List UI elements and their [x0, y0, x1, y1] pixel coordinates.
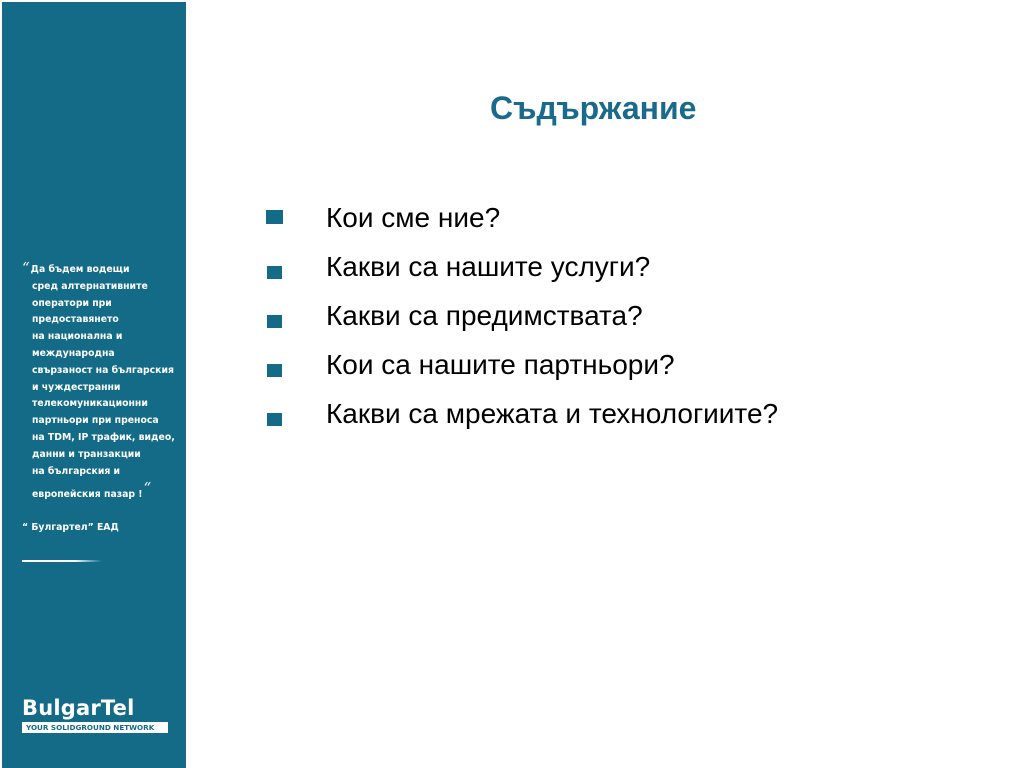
slide-title: Съдържание — [490, 90, 697, 126]
mission-quote — [22, 260, 186, 504]
list-item-text: Кои сме ние? — [326, 202, 501, 233]
list-item-text: Какви са нашите услуги? — [326, 251, 651, 282]
list-item — [264, 198, 984, 247]
list-item — [264, 247, 984, 296]
quote-line: на национална и — [32, 331, 123, 343]
quote-line: оператори при — [32, 297, 112, 309]
quote-line: европейския пазар !“ — [32, 479, 152, 501]
quote-line: свързаност на българския — [32, 364, 174, 376]
square-bullet-icon — [267, 315, 282, 328]
list-item-text: Какви са мрежата и технологиите? — [326, 398, 779, 429]
contents-list — [264, 198, 984, 443]
quote-line: сред алтернативните — [32, 280, 148, 292]
quote-line: на българския и — [32, 465, 121, 477]
square-bullet-icon — [266, 210, 283, 224]
quote-line: телекомуникационни — [32, 398, 148, 410]
list-item — [264, 345, 984, 394]
sidebar-panel — [2, 2, 186, 768]
list-item-text: Кои са нашите партньори? — [326, 349, 675, 380]
square-bullet-icon — [267, 266, 282, 279]
bulgartel-logo — [22, 696, 168, 733]
close-quote-mark: “ — [143, 479, 152, 498]
logo-tagline: YOUR SOLIDGROUND NETWORK — [22, 722, 168, 733]
quote-line: партньори при преноса — [32, 415, 159, 427]
quote-line: “Да бъдем водещи — [22, 259, 130, 277]
company-name: “ Булгартел” ЕАД — [22, 522, 119, 533]
sidebar-divider — [22, 560, 102, 562]
quote-line: предоставянето — [32, 314, 119, 326]
list-item — [264, 296, 984, 345]
square-bullet-icon — [267, 364, 282, 377]
quote-line: международна — [32, 347, 115, 359]
open-quote-mark: “ — [22, 259, 30, 277]
quote-line: данни и транзакции — [32, 448, 141, 460]
quote-line: и чуждестранни — [32, 381, 121, 393]
list-item-text: Какви са предимствата? — [326, 300, 643, 331]
quote-line: на TDM, IP трафик, видео, — [32, 431, 175, 443]
logo-wordmark: BulgarTel — [22, 696, 135, 720]
square-bullet-icon — [267, 413, 282, 426]
list-item — [264, 394, 984, 443]
